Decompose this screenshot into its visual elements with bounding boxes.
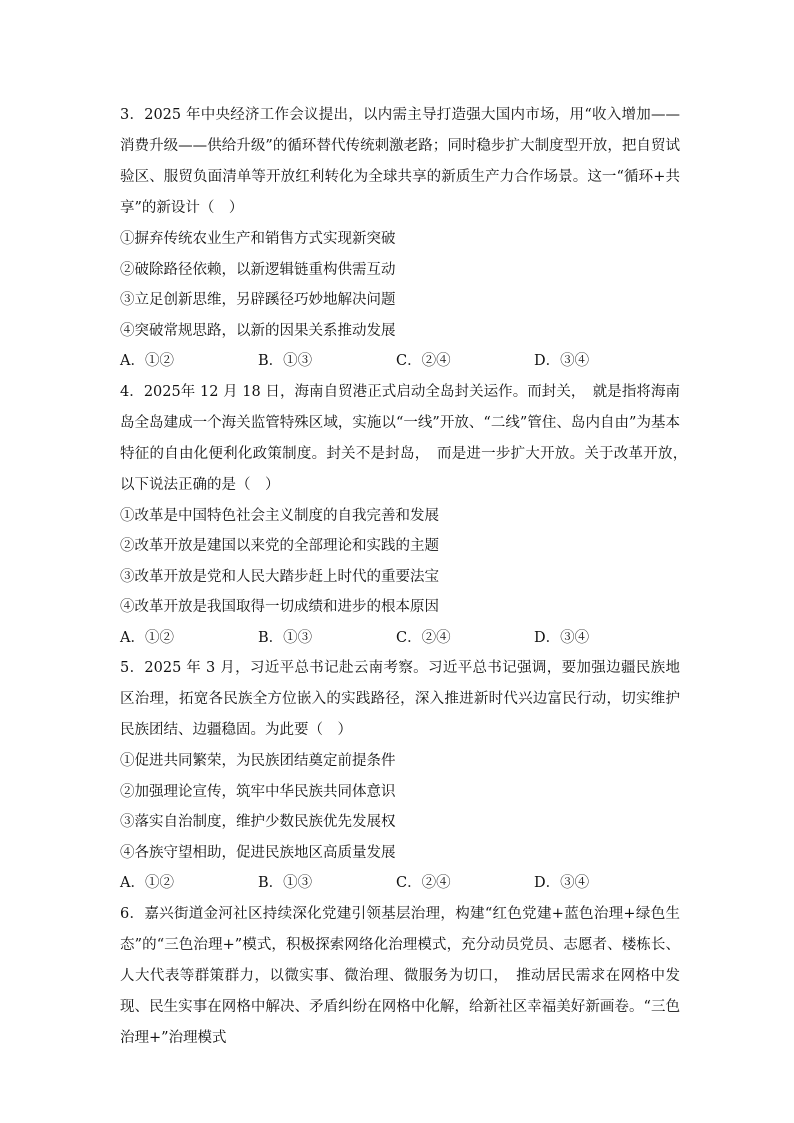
question-stem: 3．2025 年中央经济工作会议提出，以内需主导打造强大国内市场，用“收入增加——消费升级——供给升级”的循环替代传统刺激老路；同时稳步扩大制度型开放，把自贸试验区、服贸负面清单等开放红利转化为全球共享的新质生产力合作场景。这一“循环+共享”的新设计（ ） (120, 107, 680, 216)
question-5 (120, 653, 680, 899)
choice-b: B．①③ (258, 629, 313, 646)
choice-a: A．①② (120, 629, 174, 646)
choice-a: A．①② (120, 353, 174, 369)
option-1: ①摒弃传统农业生产和销售方式实现新突破 (120, 231, 396, 247)
option-2: ②破除路径依赖，以新逻辑链重构供需互动 (120, 261, 396, 278)
option-1: ①改革是中国特色社会主义制度的自我完善和发展 (120, 507, 439, 524)
choice-c: C．②④ (396, 629, 451, 646)
option-4: ④各族守望相助，促进民族地区高质量发展 (120, 844, 396, 861)
question-stem: 4．2025年 12 月 18 日，海南自贸港正式启动全岛封关运作。而封关， 就是指将海南岛全岛建成一个海关监管特殊区域，实施以“一线”开放、“二线”管住、岛内自由”为基本特征的自由化便利化政策制度。封关不是封岛， 而是进一步扩大开放。关于改革开放， 以下说法正确的是（ ） (120, 383, 695, 493)
choice-a: A．①② (120, 875, 174, 891)
question-list (120, 100, 695, 1054)
answer-choices (120, 868, 680, 899)
question-6 (120, 899, 680, 1054)
option-3: ③立足创新思维，另辟蹊径巧妙地解决问题 (120, 292, 396, 308)
option-2: ②改革开放是建国以来党的全部理论和实践的主题 (120, 538, 439, 554)
choice-b: B．①③ (258, 353, 313, 369)
option-4: ④改革开放是我国取得一切成绩和进步的根本原因 (120, 599, 439, 615)
option-2: ②加强理论宣传，筑牢中华民族共同体意识 (120, 783, 396, 800)
question-stem: 6．嘉兴街道金河社区持续深化党建引领基层治理，构建“红色党建+蓝色治理+绿色生态”的“三色治理+”模式，积极探索网络化治理模式，充分动员党员、志愿者、楼栋长、人大代表等群策群力，以微实事、微治理、微服务为切口， 推动居民需求在网格中发现、民生实事在网格中解决、矛盾纠纷在网格中化解，给新社区幸福美好新画卷。“三色治理+”治理模式 (120, 905, 680, 1046)
question-stem: 5．2025 年 3 月，习近平总书记赴云南考察。习近平总书记强调，要加强边疆民族地区治理，拓宽各民族全方位嵌入的实践路径，深入推进新时代兴边富民行动，切实维护民族团结、边疆稳固。为此要（ ） (120, 660, 680, 738)
question-4 (120, 377, 695, 654)
option-3: ③改革开放是党和人民大踏步赶上时代的重要法宝 (120, 568, 439, 585)
choice-d: D．③④ (534, 875, 590, 891)
choice-c: C．②④ (396, 875, 451, 891)
option-1: ①促进共同繁荣，为民族团结奠定前提条件 (120, 753, 396, 769)
choice-d: D．③④ (534, 353, 590, 369)
option-4: ④突破常规思路，以新的因果关系推动发展 (120, 322, 396, 339)
choice-c: C．②④ (396, 353, 451, 369)
option-3: ③落实自治制度，维护少数民族优先发展权 (120, 814, 396, 830)
answer-choices (120, 346, 680, 377)
choice-b: B．①③ (258, 875, 313, 891)
choice-d: D．③④ (534, 629, 590, 646)
answer-choices (120, 623, 680, 654)
question-3 (120, 100, 680, 377)
